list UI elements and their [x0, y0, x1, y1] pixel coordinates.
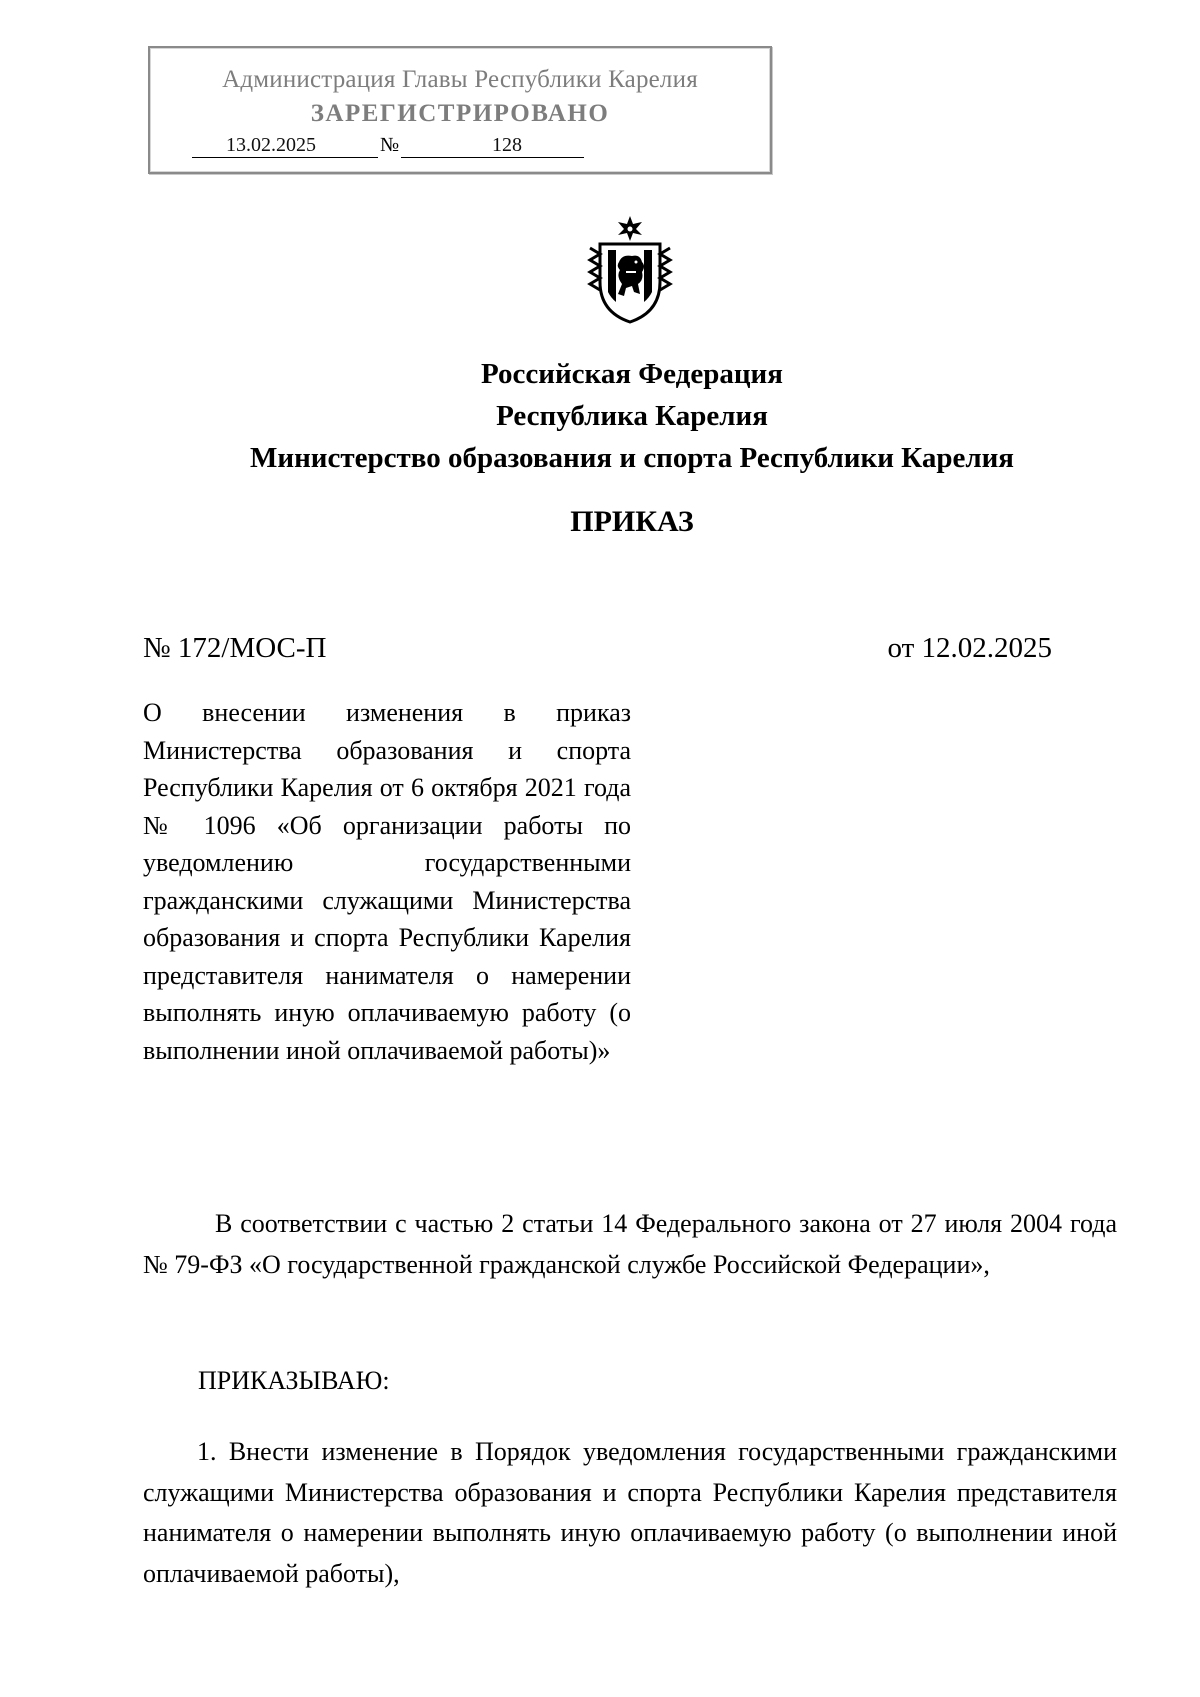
legal-basis-paragraph: В соответствии с частью 2 статьи 14 Федерального закона от 27 июля 2004 года № 79-ФЗ «О государственной гражданской службе Российской Федерации», [143, 1209, 1117, 1279]
stamp-number: 128 [378, 132, 584, 158]
document-number: № 172/МОС-П [143, 632, 327, 664]
stamp-organization: Администрация Главы Республики Карелия [222, 66, 698, 93]
order-item-1: 1. Внести изменение в Порядок уведомления государственными гражданскими служащими Министерства образования и спорта Республики Карелия представителя нанимателя о намерении выполнять иную оплачиваемую работу (о выполнении иной оплачиваемой работы), [143, 1437, 1117, 1588]
header-region: Республика Карелия [496, 400, 768, 432]
karelia-coat-of-arms-icon [586, 214, 674, 324]
document-date: от 12.02.2025 [887, 632, 1052, 664]
stamp-date: 13.02.2025 [192, 132, 378, 158]
document-subject: О внесении изменения в приказ Министерства образования и спорта Республики Карелия от 6 октября 2021 года № 1096 «Об организации работы по уведомлению государственными гражданскими служащими Министерства образования и спорта Республики Карелия представителя нанимателя о намерении выполнять иную оплачиваемую работу (о выполнении иной оплачиваемой работы)» [143, 698, 631, 1065]
stamp-status: ЗАРЕГИСТРИРОВАНО [310, 100, 610, 127]
stamp-number-sign: № [380, 134, 400, 156]
registration-stamp [148, 46, 772, 174]
order-word: ПРИКАЗЫВАЮ: [198, 1366, 390, 1395]
document-type: ПРИКАЗ [570, 505, 694, 538]
header-ministry: Министерство образования и спорта Республики Карелия [250, 442, 1014, 474]
header-country: Российская Федерация [481, 358, 783, 390]
